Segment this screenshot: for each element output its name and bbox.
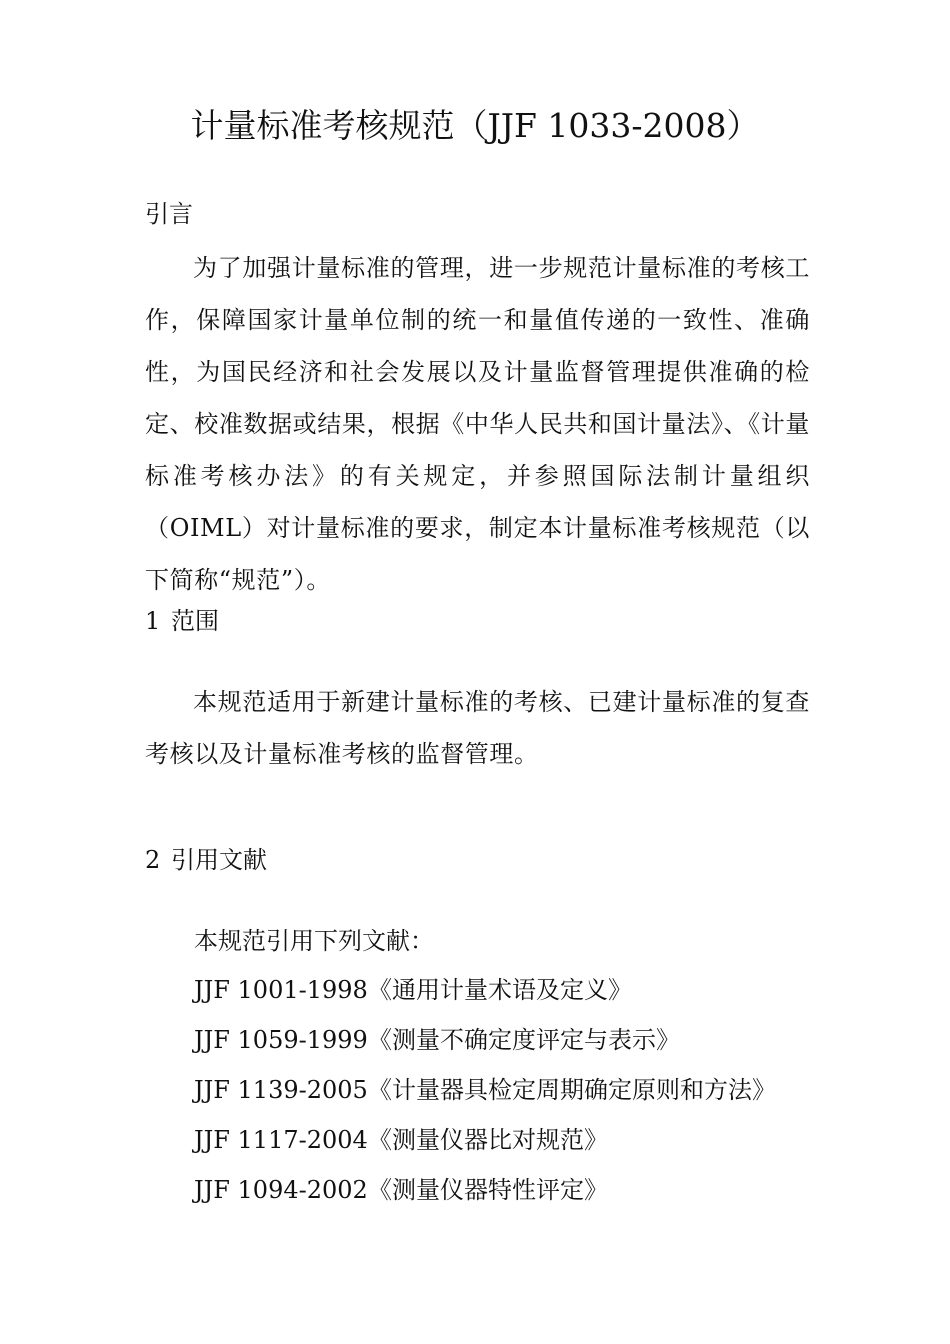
scope-paragraph: 本规范适用于新建计量标准的考核、已建计量标准的复查考核以及计量标准考核的监督管理。 xyxy=(145,688,810,768)
reference-title: 《通用计量术语及定义》 xyxy=(368,976,632,1004)
section-title: 引用文献 xyxy=(171,846,267,874)
reference-code: JJF 1059-1999 xyxy=(194,1026,368,1054)
reference-code: JJF 1094-2002 xyxy=(194,1176,368,1204)
reference-code: JJF 1117-2004 xyxy=(194,1126,368,1154)
reference-title: 《测量仪器特性评定》 xyxy=(368,1176,608,1204)
section-heading-references xyxy=(145,844,267,876)
reference-item xyxy=(194,970,776,1020)
document-title: 计量标准考核规范（JJF 1033-2008） xyxy=(190,106,760,145)
reference-list xyxy=(194,970,776,1220)
reference-item xyxy=(194,1020,776,1070)
section-title: 范围 xyxy=(171,607,219,635)
reference-title: 《测量仪器比对规范》 xyxy=(368,1126,608,1154)
reference-title: 《计量器具检定周期确定原则和方法》 xyxy=(368,1076,776,1104)
reference-item xyxy=(194,1070,776,1120)
reference-item xyxy=(194,1120,776,1170)
section-number: 2 xyxy=(145,846,161,874)
section-number: 1 xyxy=(145,607,161,635)
references-intro: 本规范引用下列文献： xyxy=(194,927,434,955)
intro-paragraph: 为了加强计量标准的管理，进一步规范计量标准的考核工作，保障国家计量单位制的统一和量值传递的一致性、准确性，为国民经济和社会发展以及计量监督管理提供准确的检定、校准数据或结果，根据《中华人民共和国计量法》、《计量标准考核办法》的有关规定，并参照国际法制计量组织（OIML）对计量标准的要求，制定本计量标准考核规范（以下简称“规范”）。 xyxy=(145,254,810,594)
reference-code: JJF 1001-1998 xyxy=(194,976,368,1004)
section-heading-scope xyxy=(145,605,219,637)
intro-heading: 引言 xyxy=(145,200,193,228)
reference-code: JJF 1139-2005 xyxy=(194,1076,368,1104)
reference-title: 《测量不确定度评定与表示》 xyxy=(368,1026,680,1054)
reference-item xyxy=(194,1170,776,1220)
